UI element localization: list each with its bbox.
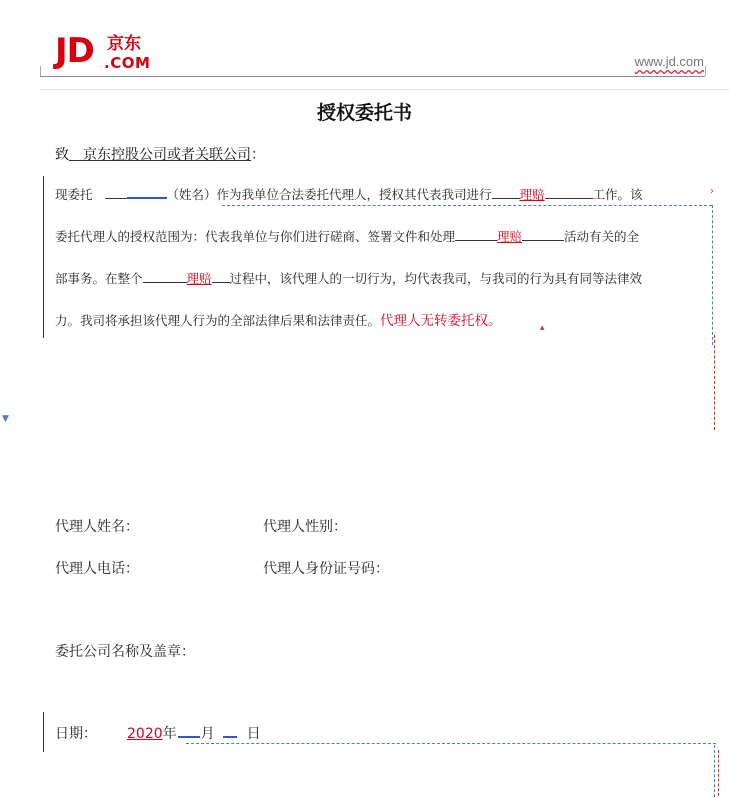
change-bar xyxy=(43,176,44,338)
revision-line-red xyxy=(718,750,719,796)
body-text: 委托代理人的授权范围为：代表我单位与你们进行磋商、签署文件和处理 xyxy=(55,229,456,244)
revision-line-red xyxy=(714,335,715,430)
body-text: （姓名）作为我单位合法委托代理人，授权其代表我司进行 xyxy=(166,187,492,202)
revision-line xyxy=(222,205,712,206)
logo-domain: .COM xyxy=(104,54,151,72)
agent-name-label: 代理人姓名： xyxy=(55,519,139,535)
body-line-2 xyxy=(55,214,710,259)
claim-text: 理赔 xyxy=(497,229,523,244)
blank xyxy=(212,268,230,283)
body-line-1 xyxy=(55,172,710,217)
month-blank[interactable] xyxy=(178,722,200,738)
body-text: 工作。该 xyxy=(592,187,643,202)
change-bar xyxy=(43,712,44,752)
salutation xyxy=(55,144,265,164)
blank xyxy=(522,226,564,241)
revision-marker: ▴ xyxy=(540,323,545,333)
date-year[interactable]: 2020 xyxy=(127,726,163,742)
no-subdelegation-text: 代理人无转委托权。 xyxy=(380,313,502,329)
margin-corner-left xyxy=(40,66,41,76)
body-text: 活动有关的全 xyxy=(564,229,640,244)
salutation-company: 京东控股公司或者关联公司 xyxy=(83,147,251,163)
body-line-4 xyxy=(55,298,710,344)
blank xyxy=(143,268,187,283)
body-line-3 xyxy=(55,256,710,301)
month-unit: 月 xyxy=(200,726,215,742)
revision-line xyxy=(186,743,716,744)
body-text: 力。我司将承担该代理人行为的全部法律后果和法律责任。 xyxy=(55,313,381,328)
logo-chinese: 京东 xyxy=(107,34,141,54)
agent-id-label: 代理人身份证号码： xyxy=(263,561,389,577)
salutation-suffix: ： xyxy=(251,147,265,163)
salutation-prefix: 致 xyxy=(55,147,69,163)
logo-latin: JD xyxy=(55,31,94,71)
revision-line xyxy=(714,745,715,797)
blank xyxy=(545,184,593,199)
document-title: 授权委托书 xyxy=(316,102,412,124)
header-rule xyxy=(40,76,705,77)
header-site-url: www.jd.com xyxy=(634,54,704,69)
day-unit: 日 xyxy=(246,726,261,742)
revision-marker: › xyxy=(710,186,714,197)
agent-gender-label: 代理人性别： xyxy=(263,519,347,535)
name-blank-left[interactable] xyxy=(105,184,127,199)
blank xyxy=(492,184,520,199)
body-text: 部事务。在整个 xyxy=(55,271,143,286)
body-text: 过程中，该代理人的一切行为，均代表我司，与我司的行为具有同等法律效 xyxy=(229,271,643,286)
margin-corner-right xyxy=(705,66,706,76)
body-text: 现委托 xyxy=(55,187,93,202)
header-separator xyxy=(40,89,729,90)
margin-marker: ▼ xyxy=(2,414,9,424)
blank xyxy=(455,226,497,241)
spacer xyxy=(217,724,221,738)
name-blank-edit[interactable] xyxy=(127,183,167,199)
claim-text: 理赔 xyxy=(186,271,212,286)
jd-logo xyxy=(55,31,165,74)
date-label: 日期： xyxy=(55,726,97,742)
year-unit: 年 xyxy=(162,726,177,742)
agent-phone-label: 代理人电话： xyxy=(55,561,139,577)
company-seal-label: 委托公司名称及盖章： xyxy=(55,644,195,660)
claim-text: 理赔 xyxy=(519,187,545,202)
revision-line xyxy=(712,205,713,345)
date-line xyxy=(55,722,261,743)
day-blank[interactable] xyxy=(223,722,237,738)
